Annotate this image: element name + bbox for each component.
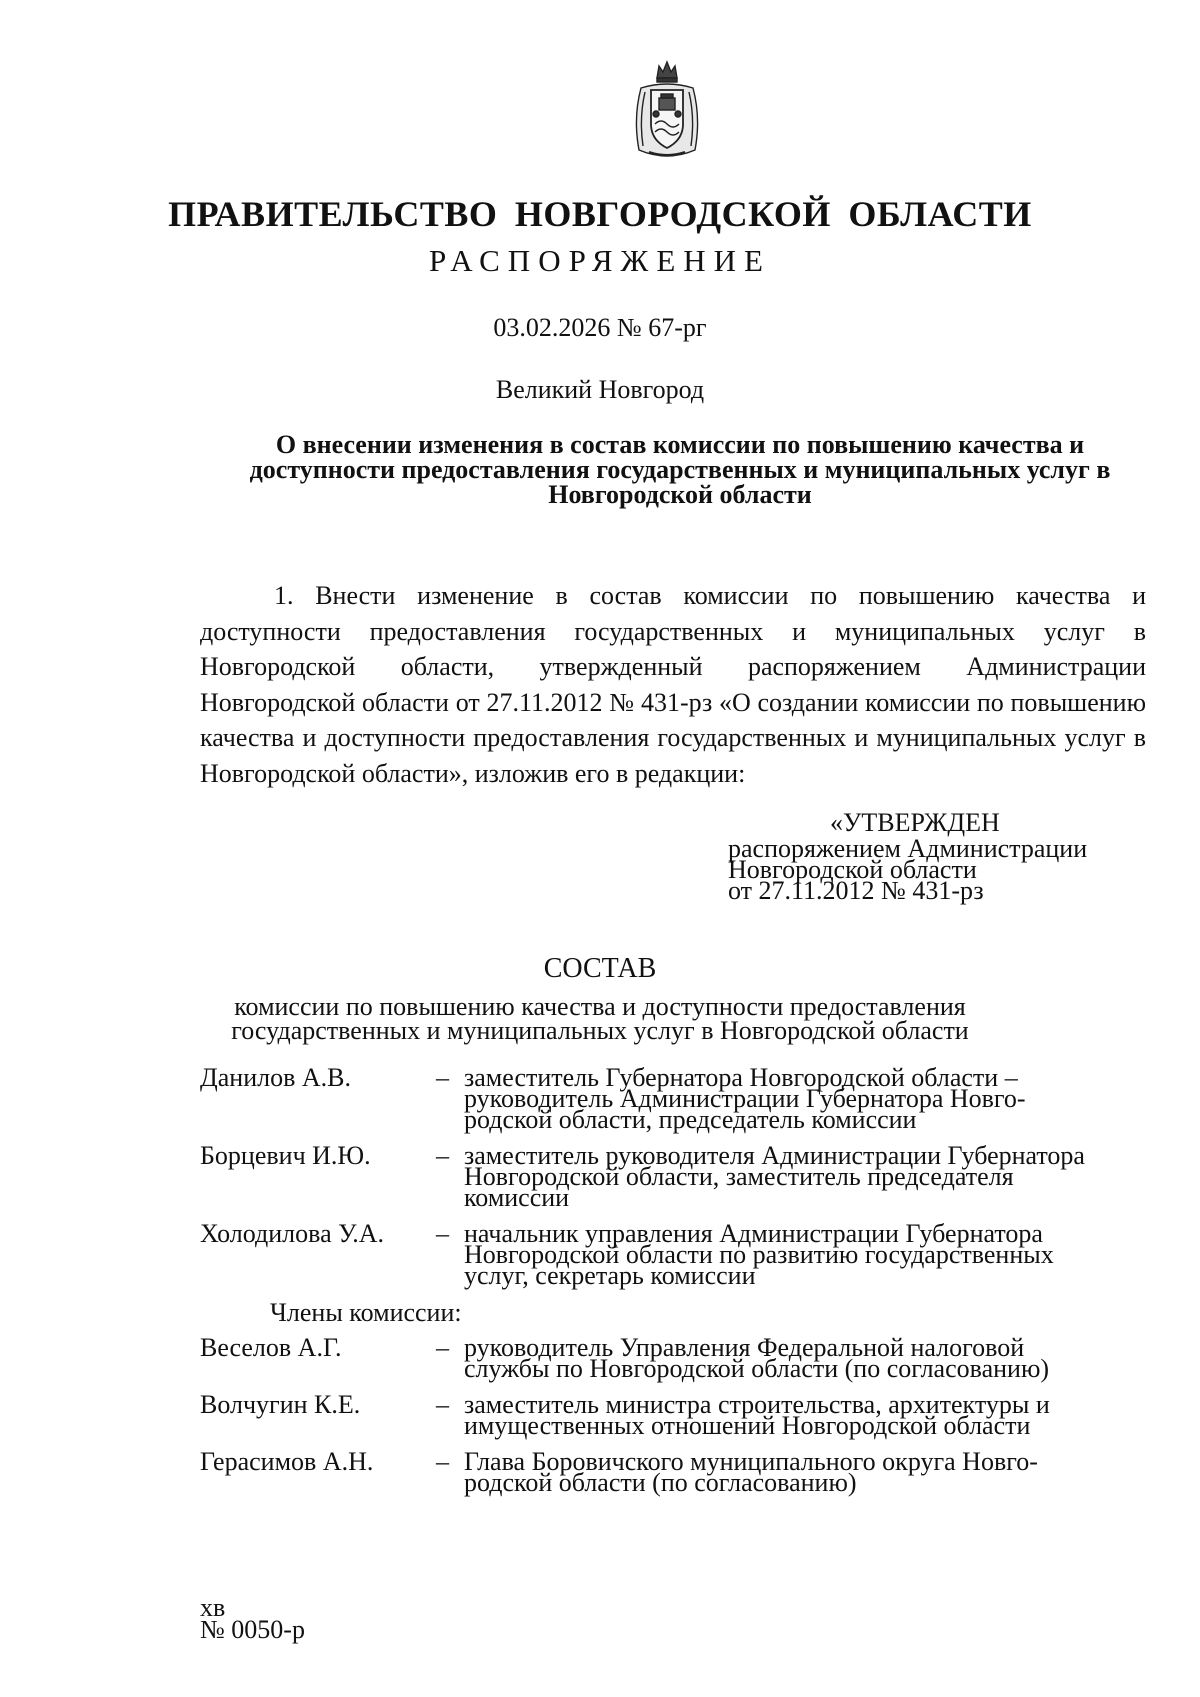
member-role: заместитель министра строительства, архитектуры и имущественных отношений Новгородской области bbox=[464, 1390, 1050, 1440]
member-role: заместитель Губернатора Новгородской области – руководитель Администрации Губернатора Новго-родской области, председатель комиссии bbox=[464, 1063, 1026, 1134]
member-dash: – bbox=[436, 1390, 449, 1419]
footer-code: № 0050-р bbox=[200, 1615, 305, 1644]
member-role: заместитель руководителя Администрации Губернатора Новгородской области, заместитель председателя комиссии bbox=[464, 1141, 1085, 1212]
composition-title: СОСТАВ bbox=[543, 953, 657, 984]
composition-subtitle-line: государственных и муниципальных услуг в Новгородской области bbox=[231, 1016, 969, 1045]
member-row bbox=[200, 1219, 1160, 1290]
member-name: Данилов А.В. bbox=[200, 1063, 351, 1092]
approval-line: Новгородской области bbox=[728, 855, 977, 884]
member-row bbox=[200, 1063, 1160, 1134]
member-row bbox=[200, 1390, 1160, 1440]
footer-initials: хв bbox=[200, 1593, 226, 1622]
members-list bbox=[200, 1063, 1160, 1508]
member-dash: – bbox=[436, 1219, 449, 1248]
member-dash: – bbox=[436, 1141, 449, 1170]
member-dash: – bbox=[436, 1063, 449, 1092]
member-dash: – bbox=[436, 1447, 449, 1476]
member-name: Борцевич И.Ю. bbox=[200, 1141, 371, 1170]
member-name: Веселов А.Г. bbox=[200, 1333, 342, 1362]
order-paragraph: 1. Внести изменение в состав комиссии по повышению качества и доступности предоставления государственных и муниципальных услуг в Новгородской области, утвержденный распоряжением Администрации Новгородской области от 27.11.2012 № 431-рз «О создании комиссии по повышению качества и доступности предоставления государственных и муниципальных услуг в Новгородской области», изложив его в редакции: bbox=[200, 581, 1146, 788]
member-role: Глава Боровичского муниципального округа Новго-родской области (по согласованию) bbox=[464, 1447, 1038, 1497]
composition-subtitle bbox=[0, 992, 1200, 1045]
member-row bbox=[200, 1333, 1160, 1383]
members-label: Члены комиссии: bbox=[270, 1298, 462, 1327]
approval-line: распоряжением Администрации bbox=[728, 834, 1088, 863]
organization-title: ПРАВИТЕЛЬСТВО НОВГОРОДСКОЙ ОБЛАСТИ bbox=[168, 194, 1032, 234]
member-row bbox=[200, 1447, 1160, 1497]
document-number: 03.02.2026 № 67-рг bbox=[493, 313, 707, 342]
composition-subtitle-line: комиссии по повышению качества и доступности предоставления bbox=[234, 992, 966, 1021]
document-place: Великий Новгород bbox=[495, 375, 705, 404]
member-row bbox=[200, 1141, 1160, 1212]
member-name: Герасимов А.Н. bbox=[200, 1447, 374, 1476]
document-footer bbox=[200, 1593, 305, 1644]
approval-heading: «УТВЕРЖДЕН bbox=[830, 808, 1000, 837]
approval-line: от 27.11.2012 № 431-рз bbox=[728, 876, 984, 905]
member-name: Холодилова У.А. bbox=[200, 1219, 385, 1248]
member-dash: – bbox=[436, 1333, 449, 1362]
document-subject: О внесении изменения в состав комиссии по повышению качества и доступности предоставления государственных и муниципальных услуг в Новгородской области bbox=[249, 430, 1111, 509]
member-role: руководитель Управления Федеральной налоговой службы по Новгородской области (по согласованию) bbox=[464, 1333, 1050, 1383]
document-type: РАСПОРЯЖЕНИЕ bbox=[429, 243, 771, 278]
member-name: Волчугин К.Е. bbox=[200, 1390, 361, 1419]
member-role: начальник управления Администрации Губернатора Новгородской области по развитию государственных услуг, секретарь комиссии bbox=[464, 1219, 1054, 1290]
approval-block bbox=[728, 808, 1088, 905]
novgorod-coat-of-arms-icon bbox=[627, 58, 707, 162]
